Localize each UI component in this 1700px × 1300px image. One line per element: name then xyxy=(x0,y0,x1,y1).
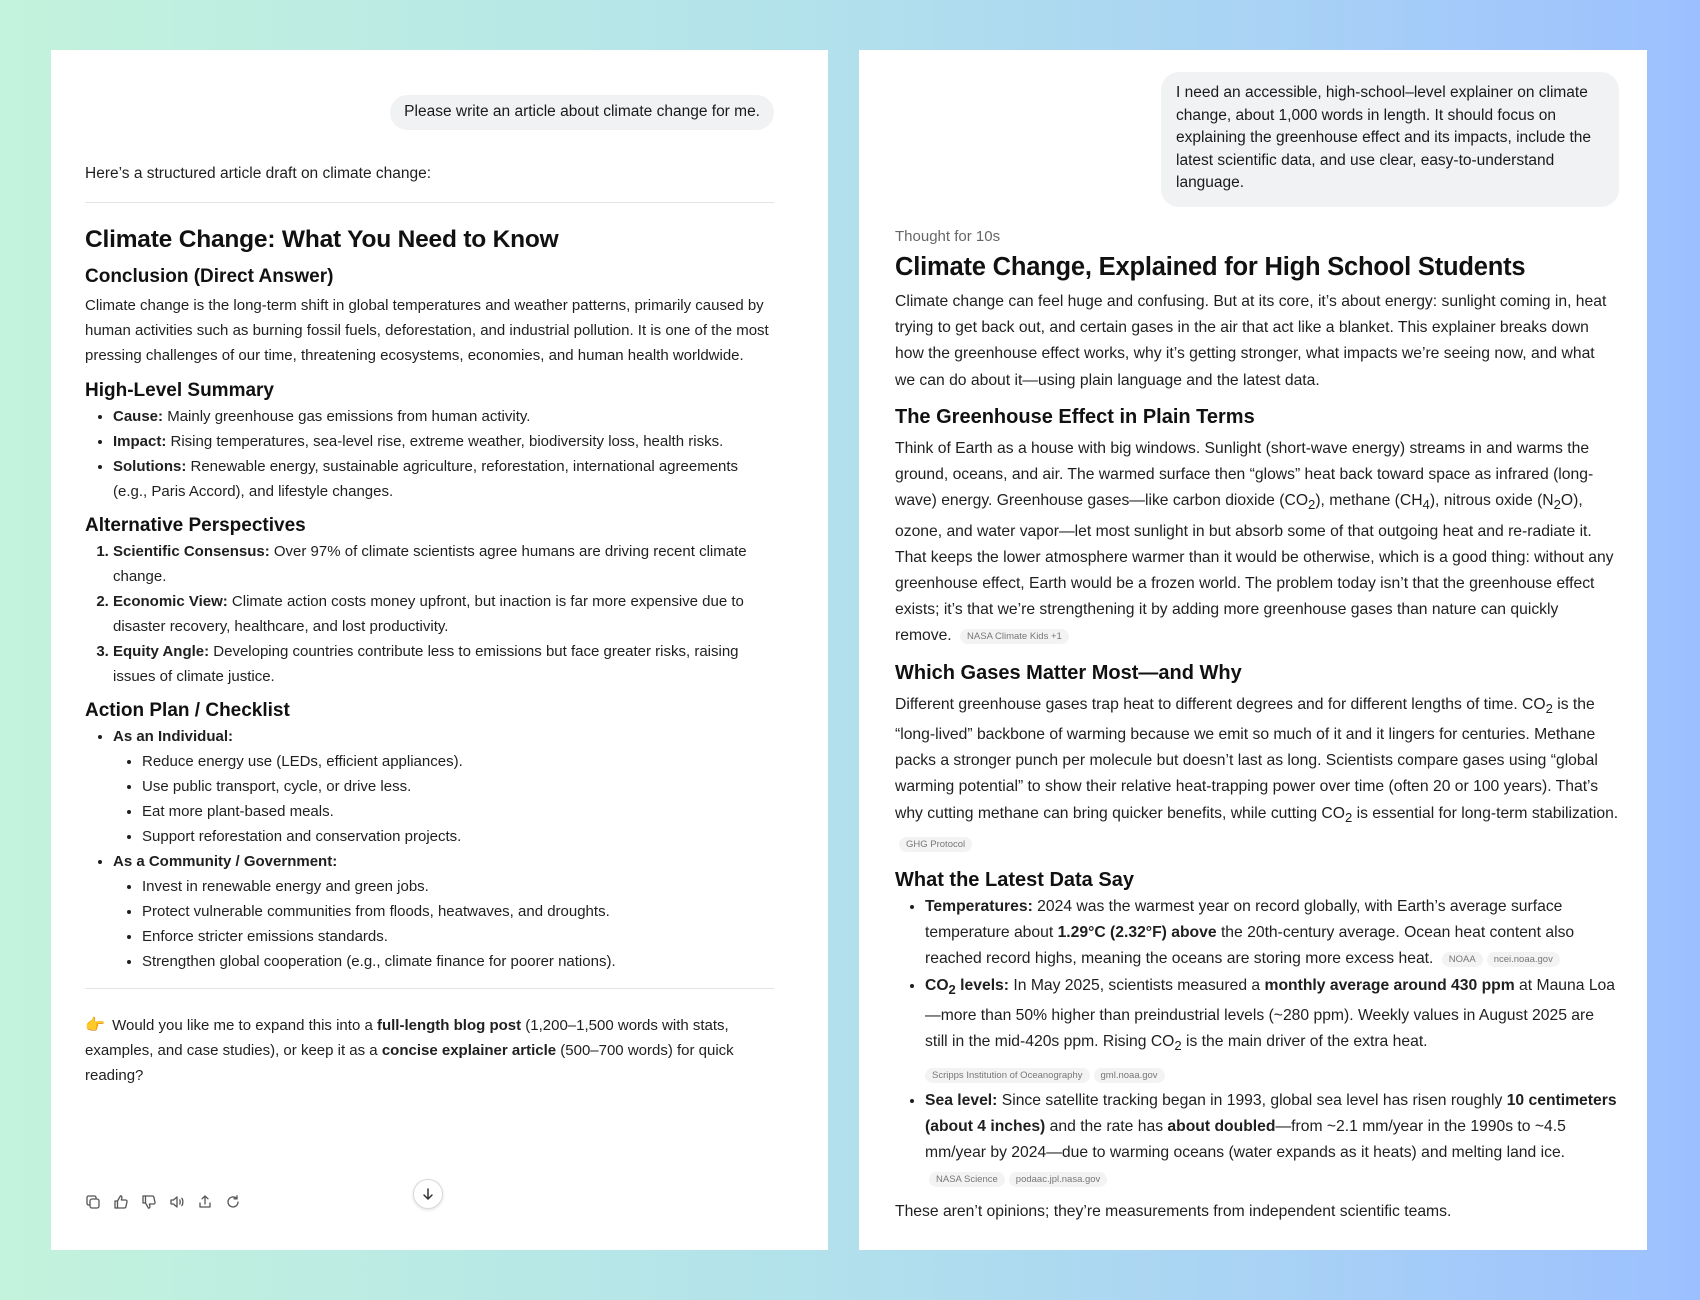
text-run: is the main driver of the extra heat. xyxy=(1181,1033,1428,1051)
list-item xyxy=(925,1088,1619,1193)
item-text: Rising temperatures, sea-level rise, extreme weather, biodiversity loss, health risks. xyxy=(166,433,724,450)
group-label: As a Community / Government: xyxy=(113,853,338,870)
item-label: Scientific Consensus: xyxy=(113,543,270,560)
source-chip[interactable]: NASA Science xyxy=(929,1172,1005,1187)
gases-heading: Which Gases Matter Most—and Why xyxy=(895,661,1242,684)
individual-actions xyxy=(113,749,774,849)
subscript: 2 xyxy=(1308,497,1316,513)
thumbs-up-icon[interactable] xyxy=(113,1194,129,1210)
source-chip[interactable]: NOAA xyxy=(1442,952,1483,967)
text-run: ), nitrous oxide (N xyxy=(1429,492,1554,510)
item-label: Cause: xyxy=(113,408,164,425)
message-actions xyxy=(85,1194,241,1210)
text-run: at Mauna Loa—more than 50% higher than preindustrial levels (~280 ppm). Weekly values in August 2025 are still in the mid-420s ppm. Rising CO xyxy=(925,976,1616,1051)
followup-text: Would you like me to expand this into a xyxy=(107,1017,377,1034)
list-item xyxy=(113,639,774,689)
list-item: • Eat more plant-based meals. xyxy=(142,799,774,824)
text-run: 2024 was the warmest year on record globally, with Earth’s average surface temperature about xyxy=(925,898,1563,942)
text-run: ), methane (CH xyxy=(1315,492,1423,510)
conclusion-text: Climate change is the long-term shift in global temperatures and weather patterns, primarily caused by human activities such as burning fossil fuels, deforestation, and industrial pollution. It is one of the most pressing challenges of our time, threatening ecosystems, economies, and human health worldwide. xyxy=(85,297,769,364)
followup-text: (500–700 words) for quick reading? xyxy=(85,1042,734,1084)
user-message-bubble xyxy=(1161,72,1619,207)
text-run: —from ~2.1 mm/year in the 1990s to ~4.5 mm/year by 2024—due to warming oceans (water expands as it heats) and melting land ice. xyxy=(925,1117,1566,1162)
text-run: levels: xyxy=(955,976,1010,994)
assistant-response xyxy=(895,227,1619,1225)
regenerate-icon[interactable] xyxy=(225,1194,241,1210)
bold-run: monthly average around 430 ppm xyxy=(1264,976,1515,994)
list-item: • Support reforestation and conservation projects. xyxy=(142,824,774,849)
list-item: • Use public transport, cycle, or drive less. xyxy=(142,774,774,799)
source-chip[interactable]: GHG Protocol xyxy=(899,837,972,852)
text-run: CO xyxy=(925,976,949,994)
list-item xyxy=(925,973,1619,1088)
followup-bold: full-length blog post xyxy=(376,1017,522,1034)
conclusion-heading: Conclusion (Direct Answer) xyxy=(85,266,334,287)
article-title: Climate Change: What You Need to Know xyxy=(85,226,559,253)
divider xyxy=(85,988,774,989)
arrow-down-icon xyxy=(420,1186,436,1202)
chat-panel-left xyxy=(51,50,828,1250)
share-icon[interactable] xyxy=(197,1194,213,1210)
source-chip[interactable]: Scripps Institution of Oceanography xyxy=(925,1068,1090,1083)
subscript: 2 xyxy=(1553,497,1561,513)
item-text: Over 97% of climate scientists agree humans are driving recent climate change. xyxy=(113,543,747,585)
summary-list xyxy=(85,404,774,504)
item-text: Climate action costs money upfront, but inaction is far more expensive due to disaster recovery, healthcare, and lost productivity. xyxy=(113,593,744,635)
text-run: is essential for long-term stabilization. xyxy=(1352,804,1619,822)
summary-heading: High-Level Summary xyxy=(85,380,274,401)
assistant-response xyxy=(85,162,774,1088)
item-text: Mainly greenhouse gas emissions from human activity. xyxy=(163,408,531,425)
gases-text xyxy=(895,692,1619,858)
list-item xyxy=(925,894,1619,973)
item-label: Economic View: xyxy=(113,593,228,610)
article-intro: Climate change can feel huge and confusing. But at its core, it’s about energy: sunlight coming in, heat trying to get back out, and certain gases in the air that act like a blanket. This explainer breaks down how the greenhouse effect works, why it’s getting stronger, what impacts we’re seeing now, and what we can do about it—using plain language and the latest data. xyxy=(895,293,1607,389)
article-title: Climate Change, Explained for High School Students xyxy=(895,253,1526,281)
scroll-to-bottom-button[interactable] xyxy=(413,1179,443,1209)
item-label: Equity Angle: xyxy=(113,643,210,660)
text-run: O), ozone, and water vapor—let most sunlight in but absorb some of that outgoing heat and re-radiate it. That keeps the lower atmosphere warmer than it would be otherwise, which is a good thing: without any greenhouse effect, Earth would be a frozen world. The problem today isn’t that the greenhouse effect exists; it’s that we’re strengthening it by adding more greenhouse gases than nature can quickly remove. xyxy=(895,492,1614,645)
list-item: • Invest in renewable energy and green jobs. xyxy=(142,874,774,899)
greenhouse-text xyxy=(895,436,1619,650)
user-message-text: I need an accessible, high-school–level explainer on climate change, about 1,000 words in length. It should focus on explaining the greenhouse effect and its impacts, include the latest scientific data, and use clear, easy-to-understand language. xyxy=(1176,84,1592,191)
list-item: • Strengthen global cooperation (e.g., climate finance for poorer nations). xyxy=(142,949,774,974)
community-actions xyxy=(113,874,774,974)
source-chip[interactable]: NASA Climate Kids +1 xyxy=(960,629,1069,644)
item-text: Developing countries contribute less to emissions but face greater risks, raising issues of climate justice. xyxy=(113,643,739,685)
group-label: As an Individual: xyxy=(113,728,234,745)
followup-text: (1,200–1,500 words with stats, examples, and case studies), or keep it as a xyxy=(85,1017,729,1059)
list-item xyxy=(113,539,774,589)
followup-question xyxy=(85,1013,774,1088)
source-chip[interactable]: ncei.noaa.gov xyxy=(1487,952,1560,967)
pointing-hand-icon: 👉 xyxy=(85,1017,105,1034)
perspectives-heading: Alternative Perspectives xyxy=(85,515,306,536)
list-item xyxy=(113,404,774,429)
perspectives-list xyxy=(85,539,774,689)
followup-bold: concise explainer article xyxy=(381,1042,557,1059)
list-item xyxy=(113,724,774,849)
list-item xyxy=(113,849,774,974)
subscript: 2 xyxy=(1545,700,1553,716)
text-run: the 20th-century average. Ocean heat content also reached record highs, meaning the oceans are storing more excess heat. xyxy=(925,924,1575,968)
text-run: is the “long-lived” backbone of warming because we emit so much of it and it lingers for centuries. Methane packs a stronger punch per molecule but doesn’t last as long. Scientists compare gases using “global warming potential” to show their relative heat-trapping power over time (often 20 or 100 years). That’s why cutting methane can bring quicker benefits, while cutting CO xyxy=(895,695,1599,822)
bold-run: 10 centimeters (about 4 inches) xyxy=(925,1091,1617,1135)
list-item xyxy=(113,429,774,454)
list-item: • Reduce energy use (LEDs, efficient appliances). xyxy=(142,749,774,774)
action-plan-heading: Action Plan / Checklist xyxy=(85,700,290,721)
list-item xyxy=(113,454,774,504)
item-label: Temperatures: xyxy=(925,898,1033,916)
source-chip[interactable]: podaac.jpl.nasa.gov xyxy=(1009,1172,1108,1187)
item-label: Sea level: xyxy=(925,1091,998,1109)
item-text: Renewable energy, sustainable agriculture, reforestation, international agreements (e.g., Paris Accord), and lifestyle changes. xyxy=(113,458,739,500)
text-run: In May 2025, scientists measured a xyxy=(1009,976,1265,994)
list-item: • Protect vulnerable communities from floods, heatwaves, and droughts. xyxy=(142,899,774,924)
greenhouse-heading: The Greenhouse Effect in Plain Terms xyxy=(895,405,1255,428)
subscript: 2 xyxy=(948,981,956,997)
source-chip[interactable]: gml.noaa.gov xyxy=(1094,1068,1165,1083)
user-message-bubble xyxy=(390,95,774,130)
list-item xyxy=(113,589,774,639)
bold-run: 1.29°C (2.32°F) above xyxy=(1057,924,1217,942)
text-run: and the rate has xyxy=(1045,1117,1168,1135)
subscript: 2 xyxy=(1344,809,1353,825)
latest-data-heading: What the Latest Data Say xyxy=(895,869,1134,892)
closing-text: These aren’t opinions; they’re measurements from independent scientific teams. xyxy=(895,1202,1452,1220)
response-intro: Here’s a structured article draft on climate change: xyxy=(85,165,432,182)
divider xyxy=(85,202,774,203)
thumbs-down-icon[interactable] xyxy=(141,1194,157,1210)
thought-duration-toggle[interactable]: Thought for 10s xyxy=(895,228,1001,245)
latest-data-list xyxy=(895,894,1619,1193)
copy-icon[interactable] xyxy=(85,1194,101,1210)
text-run: Think of Earth as a house with big windows. Sunlight (short-wave energy) streams in and warms the ground, oceans, and air. The warmed surface then “glows” heat back toward space as infrared (long-wave) energy. Greenhouse gases—like carbon dioxide (CO xyxy=(895,439,1594,510)
subscript: 4 xyxy=(1422,497,1430,513)
item-label: Solutions: xyxy=(113,458,187,475)
text-run: Different greenhouse gases trap heat to different degrees and for different lengths of time. CO xyxy=(895,695,1546,713)
source-chip-row xyxy=(925,1062,1619,1088)
subscript: 2 xyxy=(1174,1038,1182,1054)
action-plan-list xyxy=(85,724,774,974)
chat-panel-right xyxy=(859,50,1647,1250)
list-item: • Enforce stricter emissions standards. xyxy=(142,924,774,949)
bold-run: about doubled xyxy=(1167,1117,1276,1135)
read-aloud-icon[interactable] xyxy=(169,1194,185,1210)
text-run: Since satellite tracking began in 1993, global sea level has risen roughly xyxy=(997,1091,1507,1109)
item-label xyxy=(925,976,1010,997)
item-label: Impact: xyxy=(113,433,167,450)
user-message-text: Please write an article about climate change for me. xyxy=(404,103,760,120)
